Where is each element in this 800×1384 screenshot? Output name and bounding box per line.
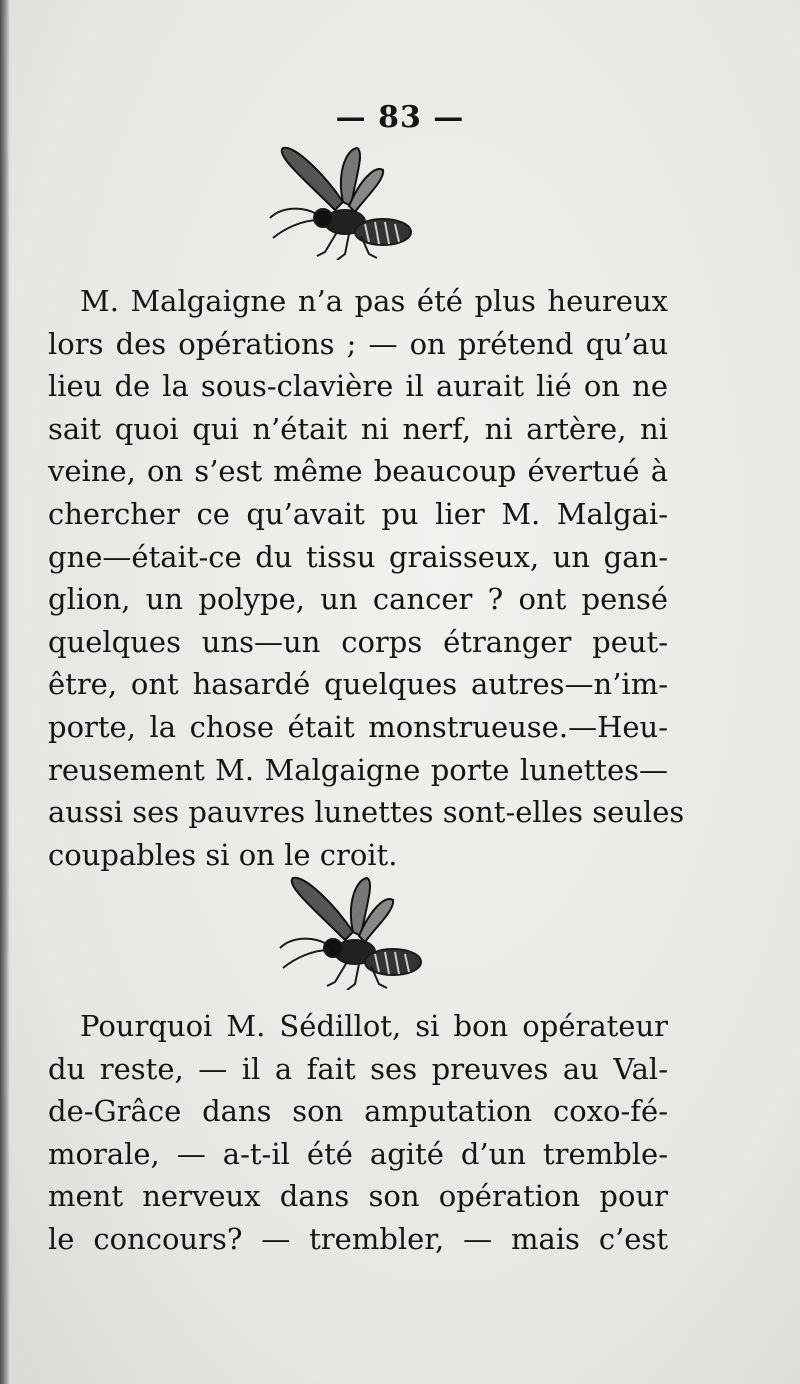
- text-line: aussi ses pauvres lunettes sont-elles seules: [48, 795, 685, 830]
- page-number: — 83 —: [335, 100, 465, 135]
- text-line: gne—était-ce du tissu graisseux, un gan-: [48, 539, 668, 574]
- text-line: lors des opérations ; — on prétend qu’au: [48, 326, 668, 361]
- text-line: chercher ce qu’avait pu lier M. Malgai-: [48, 496, 668, 531]
- text-line: de-Grâce dans son amputation coxo-fé-: [48, 1094, 668, 1129]
- text-line: veine, on s’est même beaucoup évertué à: [48, 454, 668, 489]
- paragraph-1: [48, 280, 685, 876]
- text-line: lieu de la sous-clavière il aurait lié on ne: [48, 369, 668, 404]
- text-line: être, ont hasardé quelques autres—n’im-: [48, 667, 668, 702]
- text-line: M. Malgaigne n’a pas été plus heureux: [80, 284, 668, 318]
- bee-icon: [275, 870, 425, 990]
- text-line: coupables si on le croit.: [48, 837, 398, 872]
- paragraph-2: [48, 1005, 668, 1261]
- text-line: reusement M. Malgaigne porte lunettes—: [48, 752, 668, 787]
- text-line: glion, un polype, un cancer ? ont pensé: [48, 582, 668, 617]
- text-line: porte, la chose était monstrueuse.—Heu-: [48, 709, 668, 744]
- text-line: sait quoi qui n’était ni nerf, ni artère, ni: [48, 411, 668, 446]
- text-line: le concours? — trembler, — mais c’est: [48, 1221, 668, 1256]
- text-line: quelques uns—un corps étranger peut-: [48, 624, 668, 659]
- text-line: Pourquoi M. Sédillot, si bon opérateur: [80, 1009, 668, 1043]
- text-line: morale, — a-t-il été agité d’un tremble-: [48, 1136, 668, 1171]
- text-line: du reste, — il a fait ses preuves au Val-: [48, 1051, 668, 1086]
- bee-icon: [265, 140, 415, 260]
- page-binding-edge: [0, 0, 10, 1384]
- text-line: ment nerveux dans son opération pour: [48, 1179, 668, 1214]
